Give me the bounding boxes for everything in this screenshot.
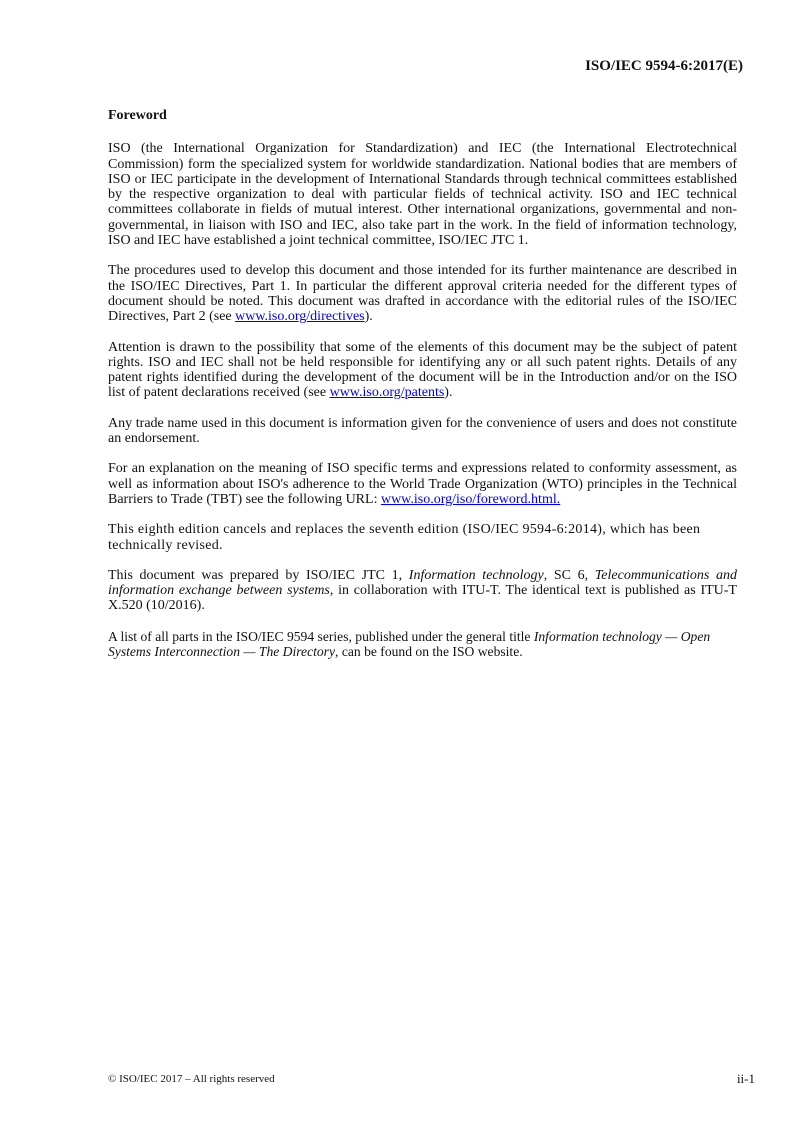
foreword-section <box>108 108 737 674</box>
subcommittee-name: Telecommunications and information exchange between systems <box>108 567 738 599</box>
paragraph-8 <box>108 629 737 660</box>
directives-link[interactable]: www.iso.org/directives <box>235 309 365 325</box>
paragraph-6: This eighth edition cancels and replaces the seventh edition (ISO/IEC 9594-6:2014), which has been technically revised. <box>108 522 701 553</box>
paragraph-5 <box>108 461 737 507</box>
foreword-link[interactable]: www.iso.org/iso/foreword.html. <box>380 491 561 507</box>
paragraph-5-text: For an explanation on the meaning of ISO specific terms and expressions related to conformity assessment, as well as information about ISO's adherence to the World Trade Organization (WTO) principles in the Technical Barriers to Trade (TBT) see the following URL: <box>108 461 737 507</box>
paragraph-2-end: ). <box>364 309 373 325</box>
paragraph-7 <box>108 568 737 614</box>
paragraph-7-mid: , SC 6, <box>543 567 595 583</box>
page-number: ii-1 <box>736 1071 755 1086</box>
section-title: Foreword <box>108 108 167 123</box>
paragraph-4: Any trade name used in this document is information given for the convenience of users and does not constitute an endorsement. <box>108 415 737 447</box>
paragraph-3-end: ). <box>444 385 453 401</box>
committee-name: Information technology <box>408 567 544 583</box>
series-title: Information technology — Open Systems Interconnection — The Directory <box>108 628 711 660</box>
paragraph-3-text: Attention is drawn to the possibility that some of the elements of this document may be the subject of patent rights. ISO and IEC shall not be held responsible for identifying any or all such patent rights. Details of any patent rights identified during the development of the document will be in the Introduction and/or on the ISO list of patent declarations received (see <box>108 339 737 401</box>
paragraph-3 <box>108 340 737 401</box>
copyright-footer: © ISO/IEC 2017 – All rights reserved <box>108 1073 275 1085</box>
patents-link[interactable]: www.iso.org/patents <box>329 385 445 401</box>
document-id-header: ISO/IEC 9594-6:2017(E) <box>585 58 743 74</box>
paragraph-8-text: A list of all parts in the ISO/IEC 9594 series, published under the general title <box>108 628 534 644</box>
paragraph-1: ISO (the International Organization for Standardization) and IEC (the International Electrotechnical Commission) form the specialized system for worldwide standardization. National bodies that are members of ISO or IEC participate in the development of International Standards through technical committees established by the respective organization to deal with particular fields of technical activity. ISO and IEC technical committees collaborate in fields of mutual interest. Other international organizations, governmental and non-governmental, in liaison with ISO and IEC, also take part in the work. In the field of information technology, ISO and IEC have established a joint technical committee, ISO/IEC JTC 1. <box>108 141 737 249</box>
paragraph-2 <box>108 263 737 324</box>
paragraph-2-text: The procedures used to develop this document and those intended for its further maintenance are described in the ISO/IEC Directives, Part 1. In particular the different approval criteria needed for the different types of document should be noted. This document was drafted in accordance with the editorial rules of the ISO/IEC Directives, Part 2 (see <box>108 263 737 325</box>
paragraph-8-end: , can be found on the ISO website. <box>335 644 523 660</box>
paragraph-7-text: This document was prepared by ISO/IEC JTC 1, <box>108 567 409 583</box>
paragraph-7-end: , in collaboration with ITU-T. The identical text is published as ITU-T X.520 (10/2016). <box>108 583 737 614</box>
